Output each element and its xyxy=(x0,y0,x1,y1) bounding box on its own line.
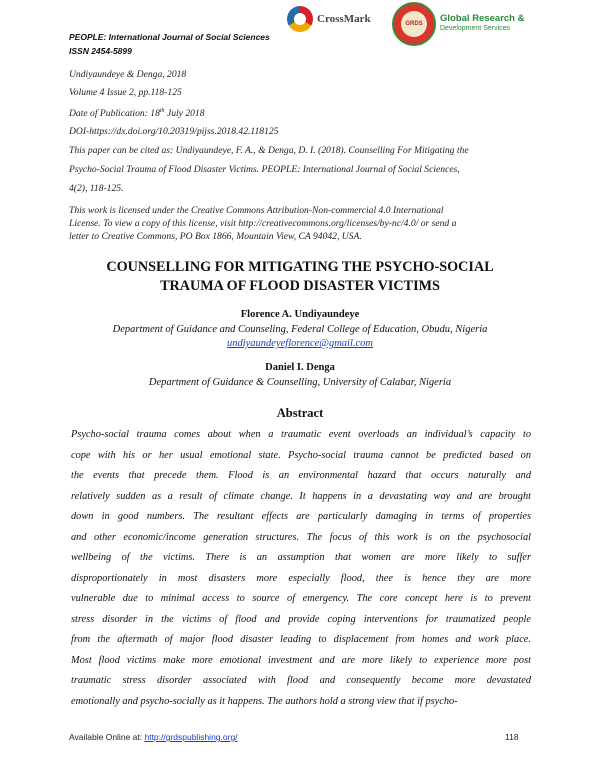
abstract-line: vulnerable due to minimal access to source of emergency. The core concept here is to prevent xyxy=(71,593,531,604)
footer-url-link[interactable]: http://grdspublishing.org/ xyxy=(144,732,238,742)
abstract-line: the events that precede them. Flood is an environmental hazard that occurs naturally and xyxy=(71,470,531,481)
article-meta xyxy=(69,66,539,243)
footer-available-label: Available Online at: xyxy=(69,732,145,742)
citation-line: 4(2), 118-125. xyxy=(69,183,124,195)
crossmark-badge[interactable] xyxy=(287,6,371,32)
publisher-name-line1: Global Research & xyxy=(440,13,525,24)
citation-line: This paper can be cited as: Undiyaundeye, F. A., & Denga, D. I. (2018). Counselling For Mitigating the xyxy=(69,145,469,157)
footer-availability xyxy=(69,732,238,742)
crossmark-label: CrossMark xyxy=(317,13,371,25)
journal-header xyxy=(69,30,270,58)
abstract-heading: Abstract xyxy=(276,406,324,420)
abstract-line: stress disorder in the victims of flood and provide coping interventions for traumatized people xyxy=(71,613,531,625)
author-name: Daniel I. Denga xyxy=(265,362,335,373)
license-line: License. To view a copy of this license, visit http://creativecommons.org/licenses/by-nc/4.0/ or send a xyxy=(69,218,457,230)
grds-seal-text: GRDS xyxy=(401,11,427,37)
publisher-logo xyxy=(392,2,524,46)
publisher-name-line2: Development Services xyxy=(440,25,511,32)
abstract-line: Most flood victims make more emotional investment and are more likely to experience more post xyxy=(71,654,531,666)
author-affiliation: Department of Guidance & Counselling, University of Calabar, Nigeria xyxy=(148,377,452,388)
author-affiliation: Department of Guidance and Counseling, Federal College of Education, Obudu, Nigeria xyxy=(112,324,488,335)
authors-year: Undiyaundeye & Denga, 2018 xyxy=(69,69,187,80)
abstract-line: Psycho-social trauma comes about when a traumatic event overloads an individual’s capacity to xyxy=(71,429,531,440)
crossmark-icon xyxy=(287,6,313,32)
citation-line: Psycho-Social Trauma of Flood Disaster Victims. PEOPLE: International Journal of Social Sciences, xyxy=(69,164,460,176)
abstract-line: emotionally and psycho-socially as it happens. The authors hold a strong view that if psycho- xyxy=(71,695,458,707)
journal-name: PEOPLE: International Journal of Social Sciences xyxy=(69,32,270,42)
abstract-line: disproportionately in most disasters more especially flood, thee is hence they are more xyxy=(71,572,531,584)
abstract-line: from the aftermath of major flood disaster leading to displacement from homes and work place. xyxy=(71,634,531,645)
author-name: Florence A. Undiyaundeye xyxy=(240,309,360,320)
abstract-line: relatively sudden as a result of climate change. It happens in a devastating way and are brought xyxy=(71,490,531,502)
journal-issn: ISSN 2454-5899 xyxy=(69,46,132,56)
volume-issue: Volume 4 Issue 2, pp.118-125 xyxy=(69,87,182,98)
abstract-line: traumatic stress disorder associated with flood and consequently become more devastated xyxy=(71,675,531,686)
abstract-line: cope with his or her usual emotional state. Psycho-social trauma cannot be predicted based on xyxy=(71,449,531,461)
doi-link[interactable]: DOI-https://dx.doi.org/10.20319/pijss.2018.42.118125 xyxy=(69,126,279,138)
paper-title: COUNSELLING FOR MITIGATING THE PSYCHO-SOCIAL TRAUMA OF FLOOD DISASTER VICTIMS xyxy=(106,259,494,294)
abstract-line: down in good numbers. The resultant effects are particularly damaging in terms of properties xyxy=(71,511,531,522)
license-notice xyxy=(69,204,539,243)
publication-date: Date of Publication: 18th July 2018 xyxy=(69,108,205,120)
abstract-body xyxy=(71,425,531,712)
grds-seal-icon xyxy=(392,2,436,46)
author-email-link[interactable]: undiyaundeyeflorence@gmail.com xyxy=(226,338,373,349)
page-number: 118 xyxy=(505,732,519,742)
abstract-line: and other economic/income generation structures. The focus of this work is on the psychosocial xyxy=(71,531,531,543)
license-line: This work is licensed under the Creative Commons Attribution-Non-commercial 4.0 International xyxy=(69,205,444,217)
abstract-line: wellbeing of the victims. There is an assumption that women are more likely to suffer xyxy=(71,552,531,563)
license-line: letter to Creative Commons, PO Box 1866, Mountain View, CA 94042, USA. xyxy=(69,231,362,243)
